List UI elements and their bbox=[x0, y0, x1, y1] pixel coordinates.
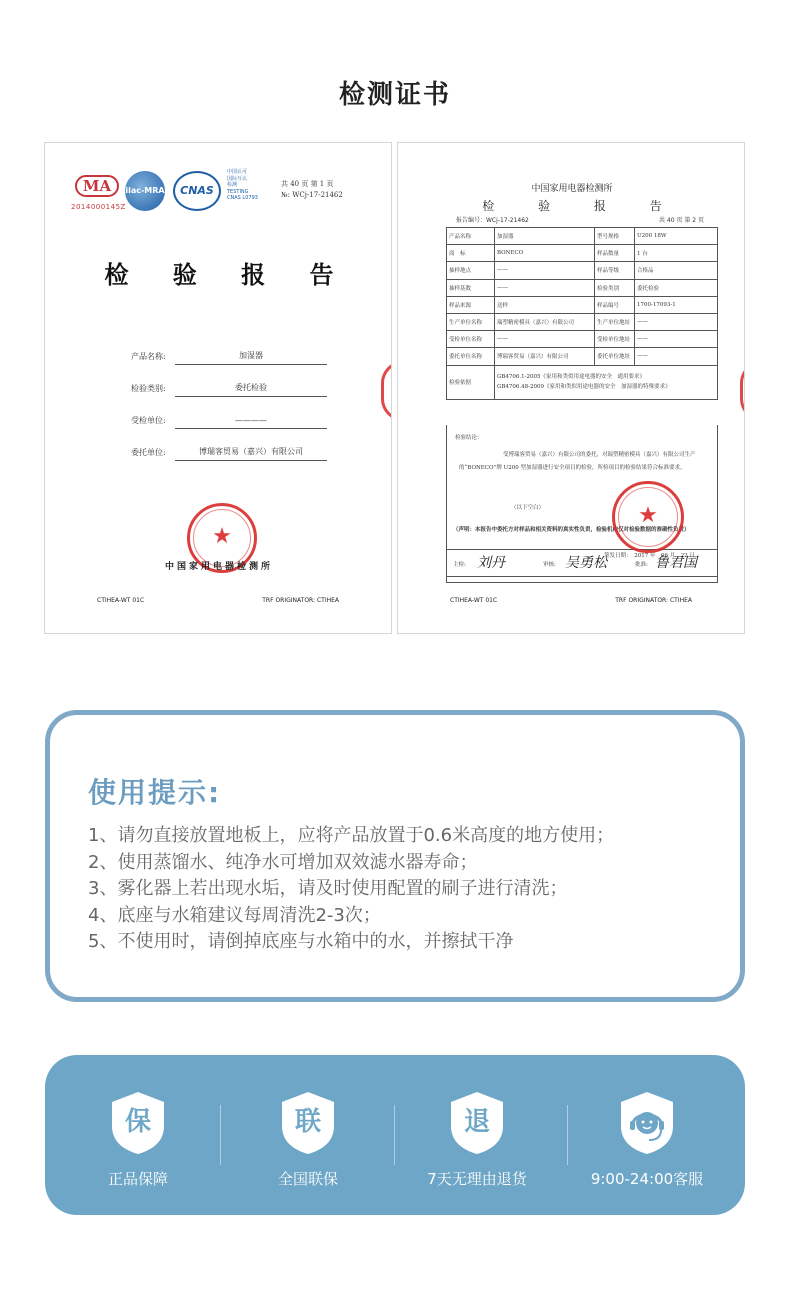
issuer-name: 中国家用电器检测所 bbox=[164, 562, 273, 572]
cma-logo: MA bbox=[75, 175, 119, 197]
ilac-mra-logo: ilac-MRA bbox=[125, 171, 165, 211]
field-inspection-type: 检验类别: 委托检验 bbox=[131, 379, 321, 397]
table-row: 样品来源 送样 样品编号 1700-17093-1 bbox=[447, 296, 718, 313]
service-label: 9:00-24:00客服 bbox=[590, 1170, 704, 1188]
shield-icon: 保 bbox=[108, 1090, 168, 1156]
table-row: 抽样地点 —— 样品等级 合格品 bbox=[447, 262, 718, 279]
report-title: 检 验 报 告 bbox=[482, 199, 682, 213]
footer-originator: TRF ORIGINATOR: CTIHEA bbox=[262, 597, 339, 604]
service-return bbox=[412, 1090, 542, 1189]
conclusion-box: 检验结论： 受博瑞客贸易（嘉兴）有限公司的委托，对瑞塑精密模具（嘉兴）有限公司生产的“BONECO”牌 U200 型加湿器进行安全项目的检验，所检项目的检验结果符合标准要求。 （以下空白） （声明：本报告中委托方对样品和相关资料的真实性负责，检验机构仅对检验数据的准确性负责） 签发日期： 2017 年 06 月 22 日 bbox=[446, 425, 718, 583]
shield-icon: 退 bbox=[447, 1090, 507, 1156]
table-row: 抽样基数 —— 检验类别 委托检验 bbox=[447, 279, 718, 296]
cnas-caption: 中国认可 国际互认 检测 TESTING CNAS L0793 bbox=[227, 169, 258, 202]
table-row: 受检单位名称 —— 受检单位地址 —— bbox=[447, 331, 718, 348]
cma-number: 2014000145Z bbox=[71, 203, 126, 211]
field-inspected-unit: 受检单位: ———— bbox=[131, 411, 321, 429]
service-label: 7天无理由退货 bbox=[427, 1170, 527, 1188]
footer-code: CTIHEA-WT 01C bbox=[450, 597, 498, 604]
report-meta: 报告编号：WCj-17-21462 共 40 页 第 2 页 bbox=[456, 217, 704, 224]
list-item: 5、不使用时，请倒掉底座与水箱中的水，并擦拭干净 bbox=[88, 931, 514, 953]
divider bbox=[394, 1105, 395, 1165]
list-item: 4、底座与水箱建议每周清洗2-3次； bbox=[88, 904, 381, 926]
list-item: 2、使用蒸馏水、纯净水可增加双效滤水器寿命； bbox=[88, 851, 478, 873]
signature-inspector: 刘丹 bbox=[477, 555, 505, 571]
table-row: 委托单位名称 博瑞客贸易（嘉兴）有限公司 委托单位地址 —— bbox=[447, 348, 718, 365]
signature-approver: 鲁君国 bbox=[655, 555, 697, 571]
service-authentic bbox=[73, 1090, 203, 1189]
table-row: 生产单位名称 瑞塑精密模具（嘉兴）有限公司 生产单位地址 —— bbox=[447, 313, 718, 330]
usage-tips-card bbox=[45, 710, 745, 1002]
tips-title: 使用提示: bbox=[88, 776, 222, 809]
report-title: 检 验 报 告 bbox=[104, 260, 352, 289]
page-title: 检测证书 bbox=[338, 80, 451, 110]
seam-stamp bbox=[381, 361, 392, 421]
certificate-detail-page bbox=[397, 142, 745, 634]
signature-reviewer: 吴勇松 bbox=[565, 555, 607, 571]
list-item: 3、雾化器上若出现水垢，请及时使用配置的刷子进行清洗； bbox=[88, 878, 568, 900]
field-client-unit: 委托单位: 博瑞客贸易（嘉兴）有限公司 bbox=[131, 443, 321, 461]
service-label: 正品保障 bbox=[107, 1170, 168, 1188]
footer-originator: TRF ORIGINATOR: CTIHEA bbox=[615, 597, 692, 604]
table-row-basis: 检验依据 GB4706.1-2005《家用和类似用途电器的安全 通用要求》 GB4706.48-2009《家用和类似用途电器的安全 加湿器的特殊要求》 bbox=[447, 365, 718, 399]
seam-stamp bbox=[740, 361, 745, 421]
service-guarantee-bar bbox=[45, 1055, 745, 1215]
service-customer-support bbox=[582, 1090, 712, 1189]
divider bbox=[220, 1105, 221, 1165]
footer-code: CTIHEA-WT 01C bbox=[97, 597, 145, 604]
signature-row: 主检: 刘丹 审核: 吴勇松 批准: 鲁君国 bbox=[446, 549, 718, 577]
page-info: 共 40 页 第 1 页 №: WCj-17-21462 bbox=[281, 180, 343, 199]
shield-icon: 联 bbox=[278, 1090, 338, 1156]
table-row: 商 标 BONECO 样品数量 1 台 bbox=[447, 245, 718, 262]
field-product-name: 产品名称: 加湿器 bbox=[131, 347, 321, 365]
certificate-cover bbox=[44, 142, 392, 634]
official-seal-stamp: ★ bbox=[612, 481, 684, 553]
tips-list bbox=[88, 823, 614, 956]
certification-logos bbox=[71, 169, 275, 219]
service-warranty bbox=[243, 1090, 373, 1189]
report-info-table bbox=[446, 227, 718, 400]
service-label: 全国联保 bbox=[277, 1170, 338, 1188]
divider bbox=[567, 1105, 568, 1165]
cnas-logo: CNAS bbox=[173, 171, 221, 211]
headset-icon bbox=[617, 1090, 677, 1156]
official-seal-stamp: ★ bbox=[187, 503, 257, 573]
org-name: 中国家用电器检测所 bbox=[531, 184, 613, 194]
table-row: 产品名称 加湿器 型号规格 U200 18W bbox=[447, 228, 718, 245]
list-item: 1、请勿直接放置地板上，应将产品放置于0.6米高度的地方使用； bbox=[88, 825, 615, 846]
